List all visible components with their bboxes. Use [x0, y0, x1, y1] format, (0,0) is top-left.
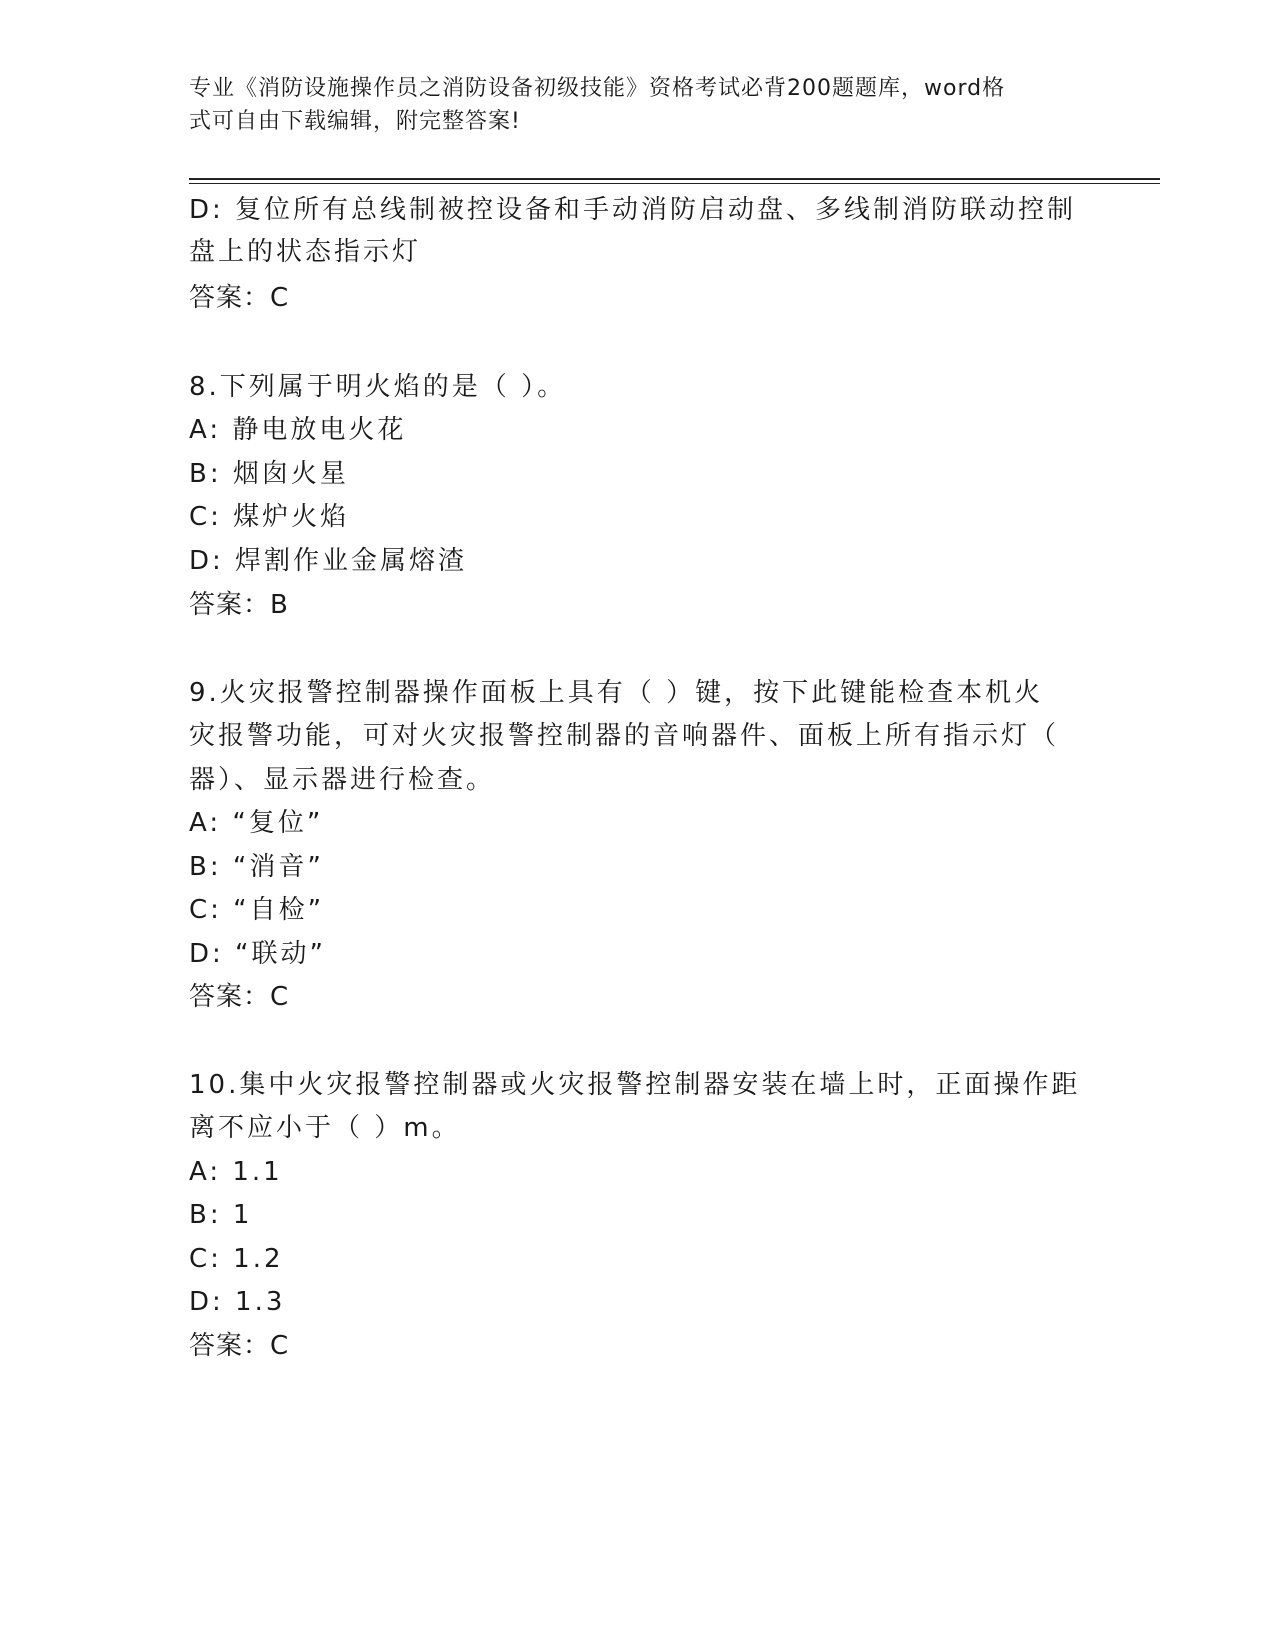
q8-option-d: D: 焊割作业金属熔渣 [189, 546, 468, 576]
q10-stem-line-2: 离不应小于（ ）m。 [189, 1113, 461, 1143]
header-divider-thick [189, 178, 1160, 180]
q9-stem-line-1: 9.火灾报警控制器操作面板上具有（ ）键，按下此键能检查本机火 [189, 678, 1044, 708]
q9-option-d: D: “联动” [189, 939, 326, 969]
q10-stem-line-1: 10.集中火灾报警控制器或火灾报警控制器安装在墙上时，正面操作距 [189, 1070, 1081, 1100]
q9-option-b: B: “消音” [189, 852, 324, 882]
q10-answer: 答案：C [189, 1331, 290, 1361]
q10-option-b: B: 1 [189, 1200, 253, 1230]
header-line-2: 式可自由下载编辑，附完整答案! [189, 109, 521, 134]
q8-option-a: A: 静电放电火花 [189, 415, 407, 445]
q7-answer: 答案：C [189, 283, 290, 313]
q9-stem-line-3: 器）、显示器进行检查。 [189, 765, 496, 795]
header-line-1: 专业《消防设施操作员之消防设备初级技能》资格考试必背200题题库，word格 [189, 76, 1006, 101]
q10-option-c: C: 1.2 [189, 1244, 284, 1274]
q8-option-b: B: 烟囱火星 [189, 459, 349, 489]
q7-option-d-line-1: D: 复位所有总线制被控设备和手动消防启动盘、多线制消防联动控制 [189, 195, 1077, 225]
q9-answer: 答案：C [189, 982, 290, 1012]
document-header [189, 72, 1069, 138]
q10-option-a: A: 1.1 [189, 1157, 283, 1187]
q9-option-c: C: “自检” [189, 895, 325, 925]
q9-stem-line-2: 灾报警功能，可对火灾报警控制器的音响器件、面板上所有指示灯（ [189, 721, 1060, 751]
q8-answer: 答案：B [189, 590, 289, 620]
q9-option-a: A: “复位” [189, 808, 324, 838]
q7-option-d-line-2: 盘上的状态指示灯 [189, 237, 422, 267]
header-divider-thin [189, 183, 1160, 184]
q8-option-c: C: 煤炉火焰 [189, 502, 350, 532]
q8-stem: 8.下列属于明火焰的是（ ）。 [189, 372, 567, 402]
q10-option-d: D: 1.3 [189, 1287, 286, 1317]
